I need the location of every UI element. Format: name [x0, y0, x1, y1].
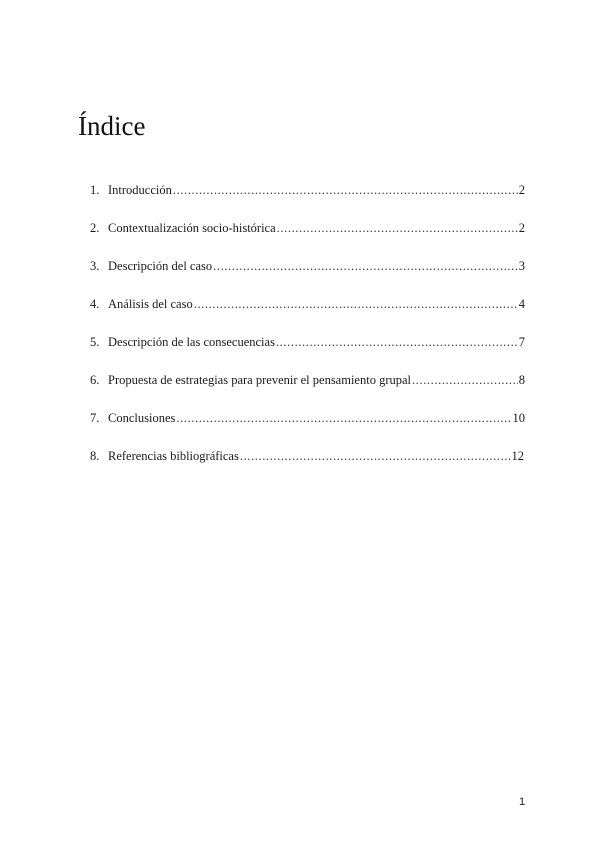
toc-entry-consecuencias	[90, 333, 525, 351]
toc-entry-number: 4.	[90, 297, 100, 311]
toc-entry-number: 3.	[90, 259, 100, 273]
toc-entry-label: Conclusiones	[108, 411, 176, 425]
dot-leader	[213, 257, 518, 275]
toc-entry-page: 2	[518, 221, 525, 235]
toc-entry-label: Análisis del caso	[108, 297, 193, 311]
toc-entry-number: 8.	[90, 449, 100, 463]
dot-leader	[173, 181, 518, 199]
toc-entry-page: 3	[518, 259, 525, 273]
toc-entry-label: Descripción de las consecuencias	[108, 335, 275, 349]
toc-entry-estrategias	[90, 371, 525, 389]
toc-entry-label: Descripción del caso	[108, 259, 213, 273]
toc-entry-label: Introducción	[108, 183, 172, 197]
toc-entry-page: 7	[518, 335, 525, 349]
toc-entry-page: 4	[518, 297, 525, 311]
toc-entry-analisis	[90, 295, 525, 313]
toc-entry-introduccion	[90, 181, 525, 199]
toc-entry-label: Contextualización socio-histórica	[108, 221, 276, 235]
toc-entry-number: 1.	[90, 183, 100, 197]
toc-entry-descripcion-caso	[90, 257, 525, 275]
dot-leader	[240, 447, 511, 465]
toc-entry-label: Referencias bibliográficas	[108, 449, 239, 463]
toc-entry-number: 5.	[90, 335, 100, 349]
dot-leader	[276, 333, 518, 351]
toc-entry-number: 2.	[90, 221, 100, 235]
toc-entry-conclusiones	[90, 409, 525, 427]
toc-entry-page: 2	[518, 183, 525, 197]
toc-entry-page: 8	[518, 373, 525, 387]
dot-leader	[277, 219, 518, 237]
page-title: Índice	[78, 111, 146, 141]
toc-entry-referencias	[90, 447, 524, 465]
dot-leader	[412, 371, 518, 389]
toc-entry-number: 6.	[90, 373, 100, 387]
dot-leader	[194, 295, 518, 313]
toc-entry-contextualizacion	[90, 219, 525, 237]
toc-entry-label: Propuesta de estrategias para prevenir el pensamiento grupal	[108, 373, 412, 387]
toc-entry-page: 12	[511, 449, 524, 463]
toc-entry-number: 7.	[90, 411, 100, 425]
page-number: 1	[519, 796, 526, 808]
dot-leader	[176, 409, 511, 427]
toc-entry-page: 10	[512, 411, 525, 425]
